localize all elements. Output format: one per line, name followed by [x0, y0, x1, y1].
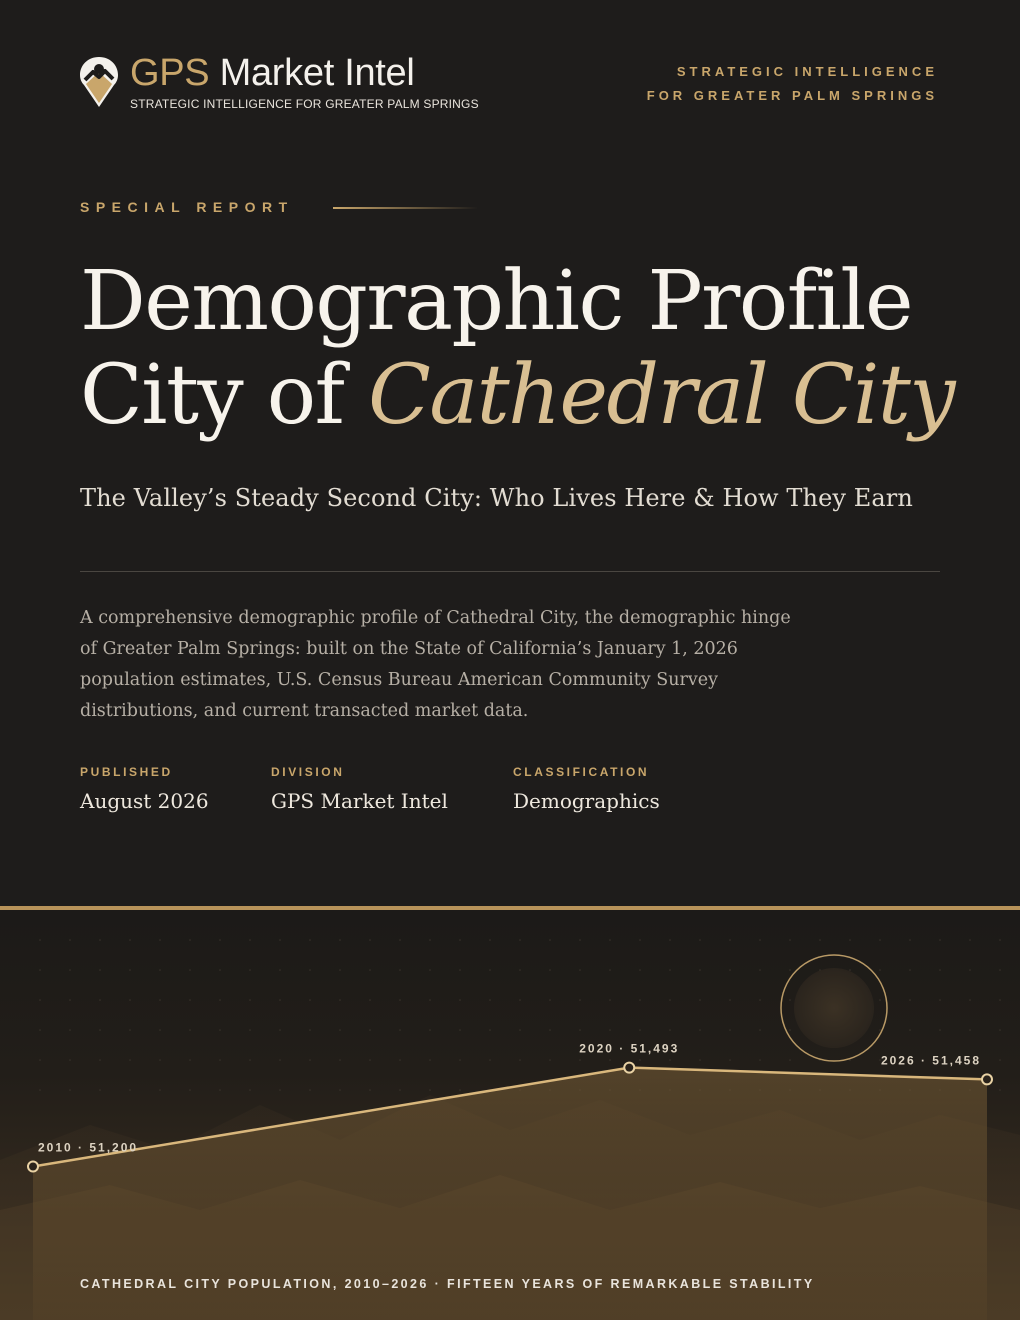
- grid-dot: [699, 1059, 701, 1061]
- grid-dot: [759, 999, 761, 1001]
- grid-dot: [459, 1059, 461, 1061]
- grid-dot: [879, 939, 881, 941]
- brand-name: [130, 52, 415, 94]
- brand-tagline: STRATEGIC INTELLIGENCE FOR GREATER PALM SPRINGS: [130, 97, 479, 111]
- grid-dot: [579, 939, 581, 941]
- grid-dot: [639, 939, 641, 941]
- grid-dot: [219, 999, 221, 1001]
- grid-dot: [39, 1029, 41, 1031]
- grid-dot: [129, 1059, 131, 1061]
- grid-dot: [429, 1029, 431, 1031]
- grid-dot: [39, 1089, 41, 1091]
- grid-dot: [579, 1029, 581, 1031]
- grid-dot: [369, 999, 371, 1001]
- meta-value: Demographics: [513, 789, 660, 813]
- grid-dot: [729, 969, 731, 971]
- grid-dot: [309, 1089, 311, 1091]
- grid-dot: [159, 1029, 161, 1031]
- sun-disc: [794, 968, 874, 1048]
- grid-dot: [369, 1029, 371, 1031]
- population-chart-band: [0, 910, 1020, 1320]
- grid-dot: [219, 1089, 221, 1091]
- grid-dot: [579, 1059, 581, 1061]
- grid-dot: [909, 1029, 911, 1031]
- grid-dot: [189, 1059, 191, 1061]
- grid-dot: [519, 939, 521, 941]
- grid-dot: [129, 1089, 131, 1091]
- header-tagline-line1: STRATEGIC INTELLIGENCE: [676, 64, 938, 79]
- grid-dot: [909, 969, 911, 971]
- grid-dot: [399, 1029, 401, 1031]
- grid-dot: [69, 939, 71, 941]
- grid-dot: [279, 939, 281, 941]
- grid-dot: [99, 1029, 101, 1031]
- grid-dot: [549, 1059, 551, 1061]
- grid-dot: [639, 969, 641, 971]
- grid-dot: [309, 1059, 311, 1061]
- grid-dot: [189, 1029, 191, 1031]
- grid-dot: [99, 1059, 101, 1061]
- grid-dot: [309, 939, 311, 941]
- grid-dot: [969, 1029, 971, 1031]
- grid-dot: [339, 1059, 341, 1061]
- grid-dot: [99, 939, 101, 941]
- grid-dot: [339, 1089, 341, 1091]
- grid-dot: [69, 1059, 71, 1061]
- grid-dot: [879, 999, 881, 1001]
- grid-dot: [279, 969, 281, 971]
- grid-dot: [249, 939, 251, 941]
- grid-dot: [999, 1059, 1001, 1061]
- grid-dot: [129, 939, 131, 941]
- grid-dot: [789, 1059, 791, 1061]
- grid-dot: [699, 1029, 701, 1031]
- grid-dot: [189, 939, 191, 941]
- grid-dot: [849, 939, 851, 941]
- grid-dot: [249, 1059, 251, 1061]
- grid-dot: [429, 939, 431, 941]
- data-label: 2020 · 51,493: [579, 1041, 680, 1056]
- grid-dot: [429, 1059, 431, 1061]
- grid-dot: [669, 999, 671, 1001]
- grid-dot: [669, 1029, 671, 1031]
- grid-dot: [579, 999, 581, 1001]
- grid-dot: [339, 969, 341, 971]
- meta-classification: [513, 765, 660, 813]
- grid-dot: [549, 999, 551, 1001]
- grid-dot: [189, 999, 191, 1001]
- grid-dot: [429, 969, 431, 971]
- grid-dot: [909, 999, 911, 1001]
- grid-dot: [399, 969, 401, 971]
- grid-dot: [249, 999, 251, 1001]
- grid-dot: [729, 1059, 731, 1061]
- grid-dot: [939, 999, 941, 1001]
- grid-dot: [729, 999, 731, 1001]
- grid-dot: [489, 1059, 491, 1061]
- grid-dot: [639, 999, 641, 1001]
- grid-dot: [699, 939, 701, 941]
- grid-dot: [519, 1029, 521, 1031]
- grid-dot: [159, 999, 161, 1001]
- grid-dot: [459, 999, 461, 1001]
- grid-dot: [99, 999, 101, 1001]
- grid-dot: [99, 1089, 101, 1091]
- grid-dot: [459, 1089, 461, 1091]
- grid-dot: [609, 999, 611, 1001]
- grid-dot: [399, 1059, 401, 1061]
- grid-dot: [399, 939, 401, 941]
- kicker-rule: [333, 207, 478, 209]
- grid-dot: [729, 939, 731, 941]
- meta-label: CLASSIFICATION: [513, 765, 650, 779]
- grid-dot: [519, 1059, 521, 1061]
- data-label: 2026 · 51,458: [880, 1053, 981, 1068]
- grid-dot: [129, 969, 131, 971]
- title-line2-accent: Cathedral City: [368, 348, 955, 443]
- intro-paragraph: A comprehensive demographic profile of Cathedral City, the demographic hinge of Greater Palm Springs: built on the State of California’s January 1, 2026 population estimates, U.S. Census Bureau American Community Survey distributions, and current transacted market data.: [80, 608, 791, 721]
- title-line2-plain: City of: [80, 348, 369, 443]
- grid-dot: [969, 939, 971, 941]
- grid-dot: [69, 1089, 71, 1091]
- grid-dot: [339, 1029, 341, 1031]
- report-kicker: SPECIAL REPORT: [80, 199, 294, 215]
- grid-dot: [399, 999, 401, 1001]
- title-line2: [80, 349, 954, 443]
- meta-value: GPS Market Intel: [271, 789, 448, 813]
- grid-dot: [549, 939, 551, 941]
- data-label: 2010 · 51,200: [38, 1140, 139, 1155]
- grid-dot: [459, 939, 461, 941]
- grid-dot: [69, 999, 71, 1001]
- grid-dot: [999, 939, 1001, 941]
- grid-dot: [339, 999, 341, 1001]
- grid-dot: [159, 1089, 161, 1091]
- grid-dot: [639, 1059, 641, 1061]
- grid-dot: [39, 999, 41, 1001]
- grid-dot: [759, 1059, 761, 1061]
- meta-label: DIVISION: [271, 765, 345, 779]
- grid-dot: [249, 1089, 251, 1091]
- brand-name-prefix: GPS: [130, 52, 210, 94]
- grid-dot: [969, 969, 971, 971]
- grid-dot: [759, 969, 761, 971]
- grid-dot: [759, 1029, 761, 1031]
- grid-dot: [669, 939, 671, 941]
- grid-dot: [879, 969, 881, 971]
- grid-dot: [39, 969, 41, 971]
- data-point: [624, 1063, 634, 1073]
- meta-division: [271, 765, 448, 813]
- grid-dot: [999, 999, 1001, 1001]
- grid-dot: [999, 1089, 1001, 1091]
- header-tagline: [647, 60, 938, 108]
- grid-dot: [909, 939, 911, 941]
- meta-value: August 2026: [80, 789, 209, 813]
- grid-dot: [939, 969, 941, 971]
- grid-dot: [579, 969, 581, 971]
- grid-dot: [429, 999, 431, 1001]
- grid-dot: [789, 969, 791, 971]
- population-chart: [0, 910, 1020, 1320]
- grid-dot: [939, 1029, 941, 1031]
- grid-dot: [969, 999, 971, 1001]
- grid-dot: [369, 1089, 371, 1091]
- grid-dot: [129, 999, 131, 1001]
- page-title: [80, 255, 954, 443]
- grid-dot: [399, 1089, 401, 1091]
- grid-dot: [69, 969, 71, 971]
- grid-dot: [699, 969, 701, 971]
- data-point: [982, 1074, 992, 1084]
- grid-dot: [159, 969, 161, 971]
- grid-dot: [669, 969, 671, 971]
- grid-dot: [519, 969, 521, 971]
- section-divider: [80, 571, 940, 572]
- grid-dot: [849, 969, 851, 971]
- grid-dot: [279, 1059, 281, 1061]
- page-subtitle: The Valley’s Steady Second City: Who Lives Here & How They Earn: [80, 484, 913, 512]
- grid-dot: [309, 1029, 311, 1031]
- grid-dot: [609, 1059, 611, 1061]
- grid-dot: [609, 939, 611, 941]
- grid-dot: [339, 939, 341, 941]
- grid-dot: [159, 1059, 161, 1061]
- grid-dot: [39, 1059, 41, 1061]
- grid-dot: [279, 1089, 281, 1091]
- grid-dot: [219, 1029, 221, 1031]
- grid-dot: [279, 999, 281, 1001]
- grid-dot: [789, 939, 791, 941]
- brand-name-rest: Market Intel: [209, 52, 415, 94]
- grid-dot: [519, 999, 521, 1001]
- grid-dot: [459, 969, 461, 971]
- grid-dot: [609, 969, 611, 971]
- grid-dot: [309, 969, 311, 971]
- data-point: [28, 1162, 38, 1172]
- grid-dot: [249, 969, 251, 971]
- grid-dot: [219, 939, 221, 941]
- grid-dot: [189, 969, 191, 971]
- grid-dot: [729, 1029, 731, 1031]
- grid-dot: [789, 999, 791, 1001]
- grid-dot: [999, 969, 1001, 971]
- grid-dot: [369, 939, 371, 941]
- meta-published: [80, 765, 209, 813]
- grid-dot: [549, 1029, 551, 1031]
- grid-dot: [489, 1029, 491, 1031]
- grid-dot: [129, 1029, 131, 1031]
- grid-dot: [159, 939, 161, 941]
- grid-dot: [759, 939, 761, 941]
- grid-dot: [219, 969, 221, 971]
- grid-dot: [99, 969, 101, 971]
- grid-dot: [879, 1029, 881, 1031]
- grid-dot: [489, 969, 491, 971]
- grid-dot: [609, 1029, 611, 1031]
- grid-dot: [489, 939, 491, 941]
- grid-dot: [429, 1089, 431, 1091]
- grid-dot: [699, 999, 701, 1001]
- grid-dot: [789, 1029, 791, 1031]
- grid-dot: [999, 1029, 1001, 1031]
- grid-dot: [309, 999, 311, 1001]
- title-line1: Demographic Profile: [80, 254, 913, 349]
- grid-dot: [369, 1059, 371, 1061]
- header-tagline-line2: FOR GREATER PALM SPRINGS: [646, 88, 938, 103]
- grid-dot: [189, 1089, 191, 1091]
- grid-dot: [939, 939, 941, 941]
- grid-dot: [459, 1029, 461, 1031]
- grid-dot: [279, 1029, 281, 1031]
- grid-dot: [219, 1059, 221, 1061]
- chart-caption: CATHEDRAL CITY POPULATION, 2010–2026 · FIFTEEN YEARS OF REMARKABLE STABILITY: [80, 1277, 815, 1291]
- brand-logo-icon: [78, 55, 120, 109]
- grid-dot: [69, 1029, 71, 1031]
- meta-label: PUBLISHED: [80, 765, 173, 779]
- grid-dot: [819, 939, 821, 941]
- grid-dot: [669, 1059, 671, 1061]
- grid-dot: [369, 969, 371, 971]
- grid-dot: [249, 1029, 251, 1031]
- grid-dot: [489, 999, 491, 1001]
- grid-dot: [39, 939, 41, 941]
- grid-dot: [549, 969, 551, 971]
- grid-dot: [639, 1029, 641, 1031]
